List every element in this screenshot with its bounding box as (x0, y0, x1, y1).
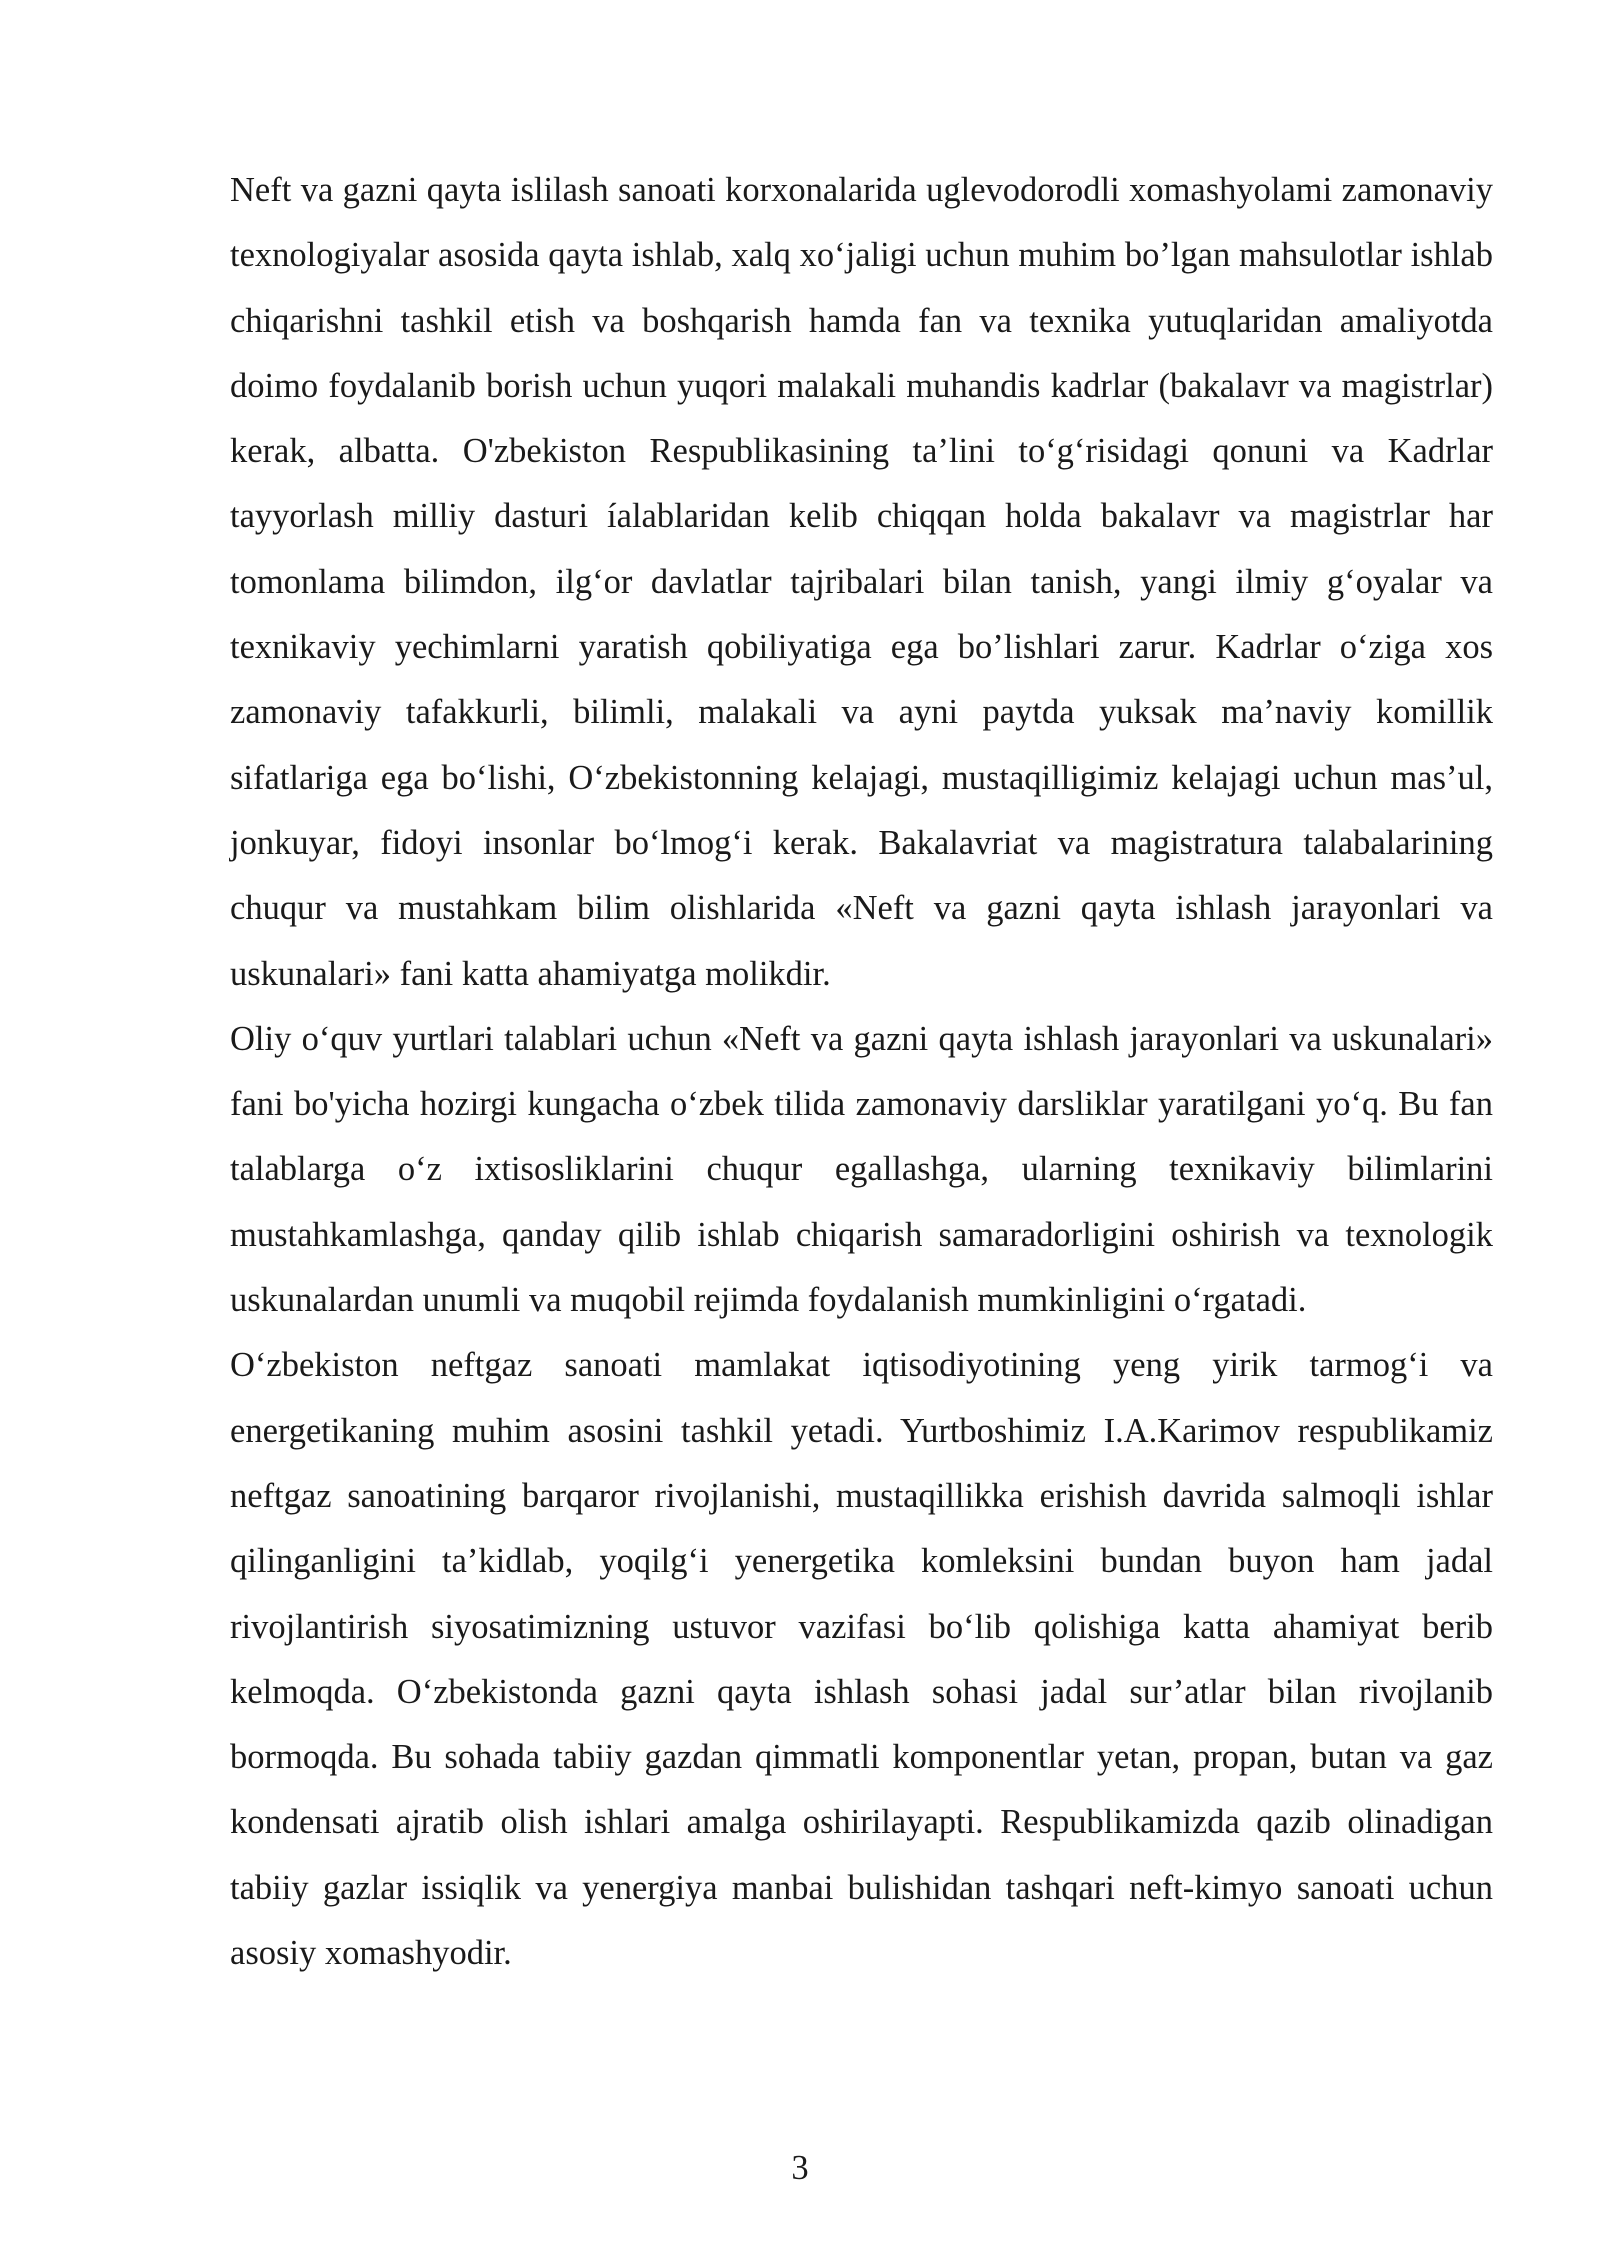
page-body (230, 158, 1493, 1986)
paragraph-intro: Neft va gazni qayta islilash sanoati korxonalarida uglevodorodli xomashyolami zamonaviy texnologiyalar asosida qayta ishlab, xalq xo‘jaligi uchun muhim bo’lgan mahsulotlar ishlab chiqarishni tashkil etish va boshqarish hamda fan va texnika yutuqlaridan amaliyotda doimo foydalanib borish uchun yuqori malakali muhandis kadrlar (bakalavr va magistrlar) kerak, albatta. O'zbekiston Respublikasining ta’lini to‘g‘risidagi qonuni va Kadrlar tayyorlash milliy dasturi íalablaridan kelib chiqqan holda bakalavr va magistrlar har tomonlama bilimdon, ilg‘or davlatlar tajribalari bilan tanish, yangi ilmiy g‘oyalar va texnikaviy yechimlarni yaratish qobiliyatiga ega bo’lishlari zarur. Kadrlar o‘ziga xos zamonaviy tafakkurli, bilimli, malakali va ayni paytda yuksak ma’naviy komillik sifatlariga ega bo‘lishi, O‘zbekistonning kelajagi, mustaqilligimiz kelajagi uchun mas’ul, jonkuyar, fidoyi insonlar bo‘lmog‘i kerak. Bakalavriat va magistratura talabalarining chuqur va mustahkam bilim olishlarida «Neft va gazni qayta ishlash jarayonlari va uskunalari» fani katta ahamiyatga molikdir. (230, 171, 1493, 993)
paragraph-industry: O‘zbekiston neftgaz sanoati mamlakat iqtisodiyotining yeng yirik tarmog‘i va energetikaning muhim asosini tashkil yetadi. Yurtboshimiz I.A.Karimov respublikamiz neftgaz sanoatining barqaror rivojlanishi, mustaqillikka erishish davrida salmoqli ishlar qilinganligini ta’kidlab, yoqilg‘i yenergetika komleksini bundan buyon ham jadal rivojlantirish siyosatimizning ustuvor vazifasi bo‘lib qolishiga katta ahamiyat berib kelmoqda. O‘zbekistonda gazni qayta ishlash sohasi jadal sur’atlar bilan rivojlanib bormoqda. Bu sohada tabiiy gazdan qimmatli komponentlar yetan, propan, butan va gaz kondensati ajratib olish ishlari amalga oshirilayapti. Respublikamizda qazib olinadigan tabiiy gazlar issiqlik va yenergiya manbai bulishidan tashqari neft-kimyo sanoati uchun asosiy xomashyodir. (230, 1346, 1493, 1973)
paragraph-textbooks: Oliy o‘quv yurtlari talablari uchun «Neft va gazni qayta ishlash jarayonlari va uskunalari» fani bo'yicha hozirgi kungacha o‘zbek tilida zamonaviy darsliklar yaratilgani yo‘q. Bu fan talablarga o‘z ixtisosliklarini chuqur egallashga, ularning texnikaviy bilimlarini mustahkamlashga, qanday qilib ishlab chiqarish samaradorligini oshirish va texnologik uskunalardan unumli va muqobil rejimda foydalanish mumkinligini o‘rgatadi. (230, 1019, 1493, 1320)
page-number: 3 (791, 2149, 809, 2187)
